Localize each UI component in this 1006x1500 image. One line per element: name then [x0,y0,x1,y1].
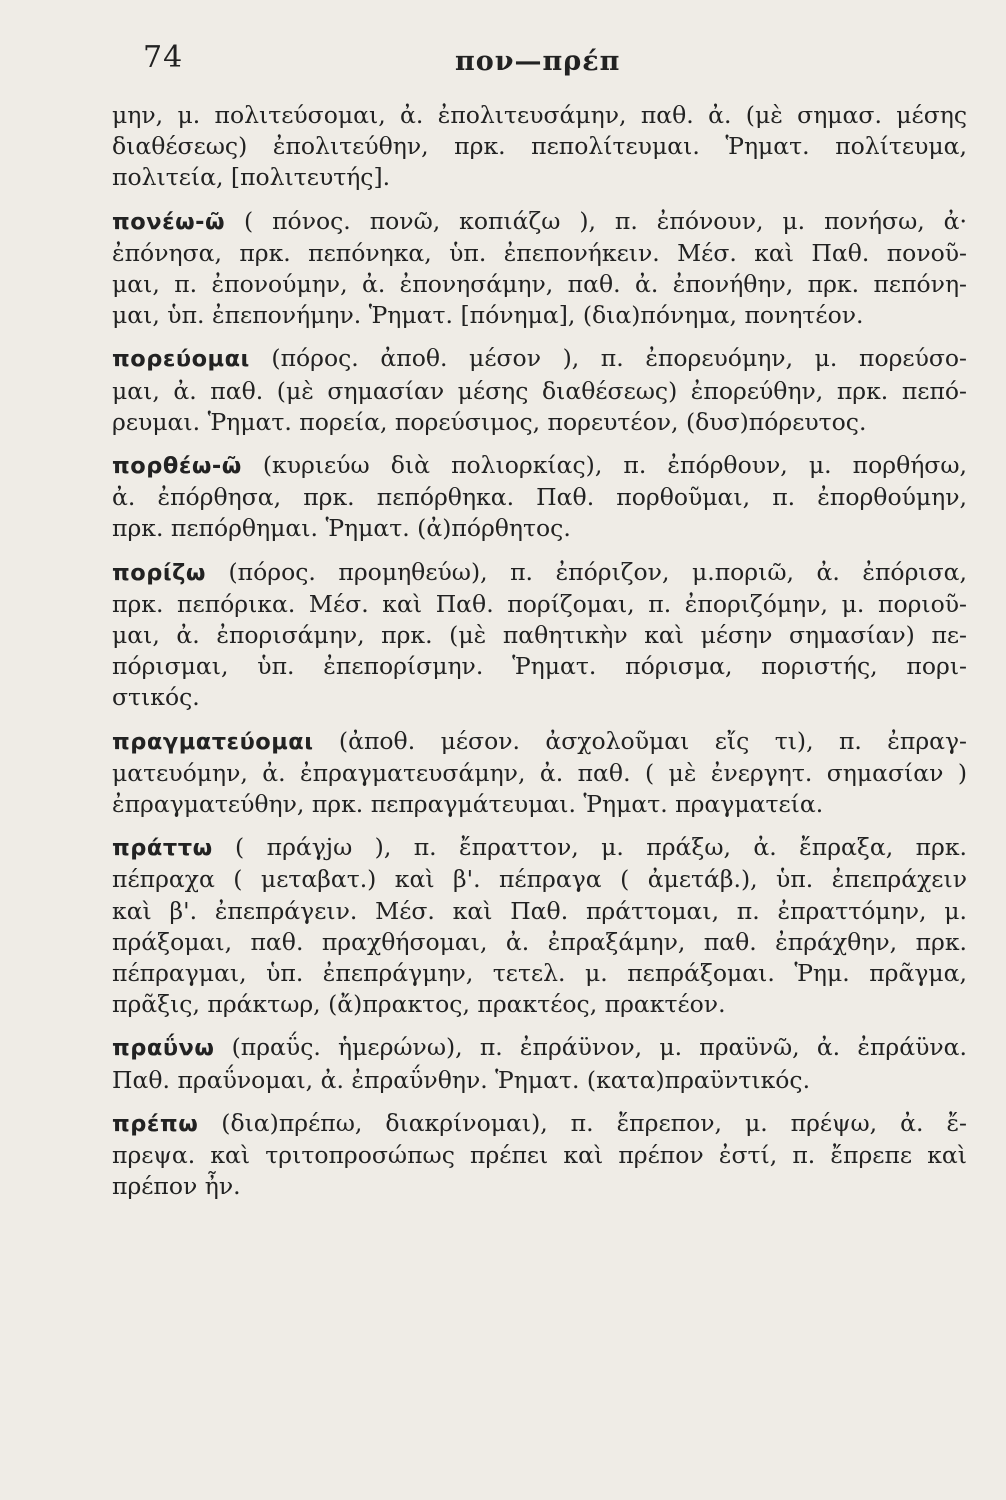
line-text: ἐπόνησα, πρκ. πεπόνηκα, ὑπ. ἐπεπονήκειν. Μέσ. καὶ Παθ. πονοῦ- [112,238,967,267]
line-text: μαι, π. ἐπονούμην, ἀ. ἐπονησάμην, παθ. ἀ. ἐπονήθην, πρκ. πεπόνη- [112,270,967,299]
entry-first-line [112,1032,967,1064]
entry-first-line [112,832,967,864]
line-text: ρευμαι. Ῥηματ. πορεία, πορεύσιμος, πορευτέον, (δυσ)πόρευτος. [112,407,867,436]
text-line [112,620,967,651]
text-line [112,238,967,269]
entry-first-line [112,1108,967,1140]
text-line [112,758,967,789]
line-text: πολιτεία, [πολιτευτής]. [112,163,391,192]
line-text: ( πόνος. πονῶ, κοπιάζω ), π. ἐπόνουν, μ. πονήσω, ἀ· [225,206,967,235]
line-text: ἐπραγματεύθην, πρκ. πεπραγμάτευμαι. Ῥηματ. πραγματεία. [112,790,824,819]
entry-first-line [112,726,967,758]
headword: πραγματεύομαι [112,728,314,755]
line-text: (πόρος. προμηθεύω), π. ἐπόριζον, μ.ποριῶ, ἀ. ἐπόρισα, [205,557,967,586]
line-text: πόρισμαι, ὑπ. ἐπεπορίσμην. Ῥηματ. πόρισμα, ποριστής, πορι- [112,652,967,681]
text-line [112,1065,967,1096]
headword: πορθέω-ῶ [112,453,242,480]
line-text: πέπραγμαι, ὑπ. ἐπεπράγμην, τετελ. μ. πεπράξομαι. Ῥημ. πρᾶγμα, [112,959,967,988]
text-line [112,269,967,300]
headword: πορεύομαι [112,346,250,373]
line-text: (πόρος. ἀποθ. μέσον ), π. ἐπορευόμην, μ. πορεύσο- [249,344,967,373]
entries-text [112,100,967,1203]
line-text: καὶ β'. ἐπεπράγειν. Μέσ. καὶ Παθ. πράττομαι, π. ἐπραττόμην, μ. [112,896,967,925]
line-text: ἀ. ἐπόρθησα, πρκ. πεπόρθηκα. Παθ. πορθοῦμαι, π. ἐπορθούμην, [112,483,967,512]
line-text: στικός. [112,683,200,712]
line-text: (δια)πρέπω, διακρίνομαι), π. ἔπρεπον, μ. πρέψω, ἀ. ἔ- [198,1108,967,1137]
text-line [112,376,967,407]
text-line [112,131,967,162]
text-line [112,162,967,193]
headword: πραΰνω [112,1035,215,1062]
line-text: (ἀποθ. μέσον. ἀσχολοῦμαι εἴς τι), π. ἐπραγ- [313,726,967,755]
entry-first-line [112,450,967,482]
text-line [112,989,967,1020]
headword: πονέω-ῶ [112,208,226,235]
text-line [112,300,967,331]
text-line [112,407,967,438]
line-text: μαι, ὑπ. ἐπεπονήμην. Ῥηματ. [πόνημα], (δια)πόνημα, πονητέον. [112,301,864,330]
running-head: πον—πρέπ [455,46,621,77]
line-text: μην, μ. πολιτεύσομαι, ἀ. ἐπολιτευσάμην, παθ. ἀ. (μὲ σημασ. μέσης [112,101,967,129]
text-line [112,789,967,820]
text-line [112,1171,967,1202]
line-text: διαθέσεως) ἐπολιτεύθην, πρκ. πεπολίτευμαι. Ῥηματ. πολίτευμα, [112,132,967,161]
line-text: πρέπον ἦν. [112,1172,241,1201]
text-line [112,1140,967,1171]
text-line [112,896,967,927]
page-number: 74 [143,40,184,75]
line-text: πρᾶξις, πράκτωρ, (ἄ)πρακτος, πρακτέος, πρακτέον. [112,990,726,1019]
text-line [112,589,967,620]
text-line [112,651,967,682]
line-text: πρεψα. καὶ τριτοπροσώπως πρέπει καὶ πρέπον ἐστί, π. ἔπρεπε καὶ [112,1141,967,1170]
text-line [112,682,967,713]
line-text: Παθ. πραΰνομαι, ἀ. ἐπραΰνθην. Ῥηματ. (κατα)πραϋντικός. [112,1065,811,1094]
text-line [112,864,967,895]
text-line [112,958,967,989]
line-text: (πραΰς. ἡμερώνω), π. ἐπράϋνον, μ. πραϋνῶ, ἀ. ἐπράϋνα. [214,1033,967,1062]
headword: πορίζω [112,559,206,586]
line-text: πρκ. πεπόρθημαι. Ῥηματ. (ἀ)πόρθητος. [112,514,571,543]
line-text: ( πράγjω ), π. ἔπραττον, μ. πράξω, ἀ. ἔπραξα, πρκ. [212,833,967,862]
text-line [112,482,967,513]
headword: πράττω [112,835,213,862]
line-text: (κυριεύω διὰ πολιορκίας), π. ἐπόρθουν, μ. πορθήσω, [241,451,967,480]
line-text: πρκ. πεπόρικα. Μέσ. καὶ Παθ. πορίζομαι, π. ἐποριζόμην, μ. ποριοῦ- [112,589,967,618]
entry-first-line [112,206,967,238]
line-text: μαι, ἀ. παθ. (μὲ σημασίαν μέσης διαθέσεως) ἐπορεύθην, πρκ. πεπό- [112,376,967,405]
line-text: μαι, ἀ. ἐπορισάμην, πρκ. (μὲ παθητικὴν καὶ μέσην σημασίαν) πε- [112,621,967,650]
entry-first-line [112,343,967,375]
text-line [112,513,967,544]
line-text: πέπραχα ( μεταβατ.) καὶ β'. πέπραγα ( ἀμετάβ.), ὑπ. ἐπεπράχειν [112,865,967,894]
line-text: πράξομαι, παθ. πραχθήσομαι, ἀ. ἐπραξάμην, παθ. ἐπράχθην, πρκ. [112,927,967,956]
text-line [112,927,967,958]
entry-first-line [112,557,967,589]
text-line [112,100,967,131]
line-text: ματευόμην, ἀ. ἐπραγματευσάμην, ἀ. παθ. ( μὲ ἐνεργητ. σημασίαν ) [112,758,967,787]
headword: πρέπω [112,1110,199,1137]
